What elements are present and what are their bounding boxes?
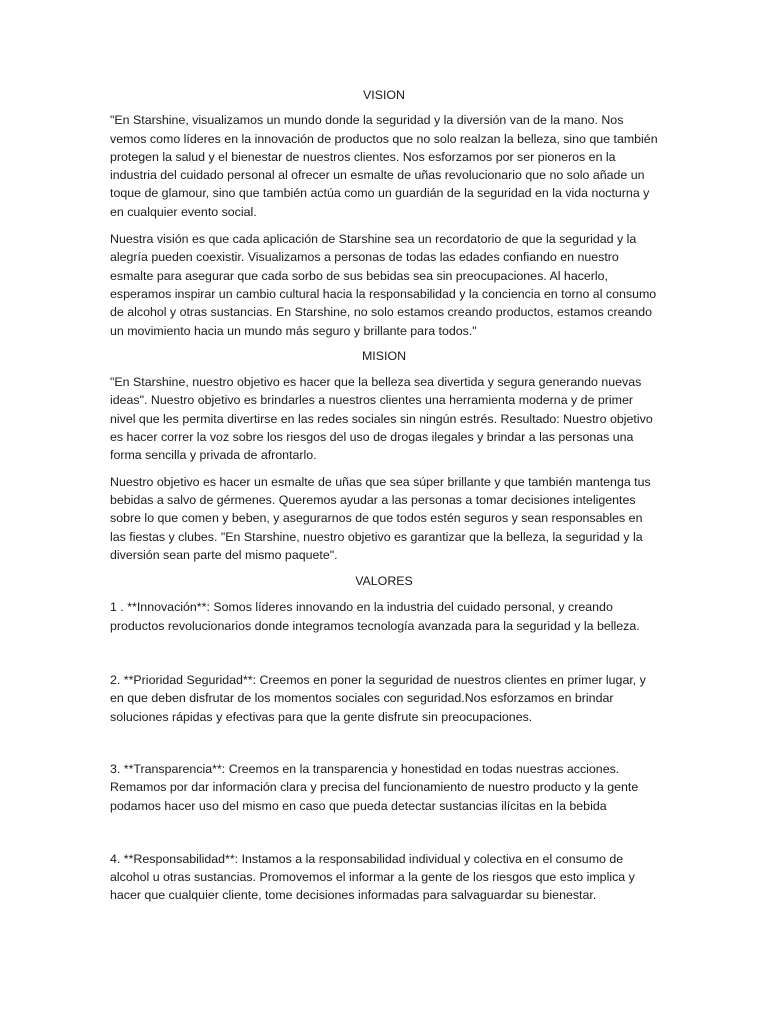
mision-paragraph-1: "En Starshine, nuestro objetivo es hacer que la belleza sea divertida y segura generando nuevas ideas". Nuestro objetivo es brindarles a nuestros clientes una herramienta moderna y de primer nivel que les permita divertirse en las redes sociales sin ningún estrés. Resultado: Nuestro objetivo es hacer correr la voz sobre los riesgos del uso de drogas ilegales y brindar a las personas una forma sencilla y privada de afrontarlo. [110,375,653,463]
valores-heading: VALORES [355,574,413,589]
mision-heading: MISION [361,348,407,363]
valor-item-responsabilidad: 4. **Responsabilidad**: Instamos a la responsabilidad individual y colectiva en el consumo de alcohol u otras sustancias. Promovemos el informar a la gente de los riesgos que esto implica y hacer que cualquier cliente, tome decisiones informadas para salvaguardar su bienestar. [110,851,635,903]
valor-item-seguridad: 2. **Prioridad Seguridad**: Creemos en poner la seguridad de nuestros clientes en primer lugar, y en que deben disfrutar de los momentos sociales con seguridad.Nos esforzamos en brindar soluciones rápidas y efectivas para que la gente disfrute sin preocupaciones. [110,673,646,724]
valor-item-innovacion: 1 . **Innovación**: Somos líderes innovando en la industria del cuidado personal, y creando productos revolucionarios donde integramos tecnología avanzada para la seguridad y la belleza. [110,600,640,633]
document-page [110,86,658,905]
vision-paragraph-1: "En Starshine, visualizamos un mundo donde la seguridad y la diversión van de la mano. Nos vemos como líderes en la innovación de productos que no solo realzan la belleza, sino que también protegen la salud y el bienestar de nuestros clientes. Nos esforzamos por ser pioneros en la industria del cuidado personal al ofrecer un esmalte de uñas revolucionario que no solo añade un toque de glamour, sino que también actúa como un guardián de la seguridad en la vida nocturna y en cualquier evento social. [110,113,658,219]
vision-paragraph-2: Nuestra visión es que cada aplicación de Starshine sea un recordatorio de que la seguridad y la alegría pueden coexistir. Visualizamos a personas de todas las edades confiando en nuestro esmalte para asegurar que cada sorbo de sus bebidas sea sin preocupaciones. Al hacerlo, esperamos inspirar un cambio cultural hacia la responsabilidad y la conciencia en torno al consumo de alcohol y otras sustancias. En Starshine, no solo estamos creando productos, estamos creando un movimiento hacia un mundo más seguro y brillante para todos." [110,232,657,338]
vision-heading: VISION [363,88,405,102]
valor-item-transparencia: 3. **Transparencia**: Creemos en la transparencia y honestidad en todas nuestras acciones. Remamos por dar información clara y precisa del funcionamiento de nuestro producto y la gente podamos hacer uso del mismo en caso que pueda detectar sustancias ilícitas en la bebida [110,761,639,813]
mision-paragraph-2: Nuestro objetivo es hacer un esmalte de uñas que sea súper brillante y que también mantenga tus bebidas a salvo de gérmenes. Queremos ayudar a las personas a tomar decisiones inteligentes sobre lo que comen y beben, y asegurarnos de que todos estén seguros y sean responsables en las fiestas y clubes. "En Starshine, nuestro objetivo es garantizar que la belleza, la seguridad y la diversión sean parte del mismo paquete". [110,474,651,562]
